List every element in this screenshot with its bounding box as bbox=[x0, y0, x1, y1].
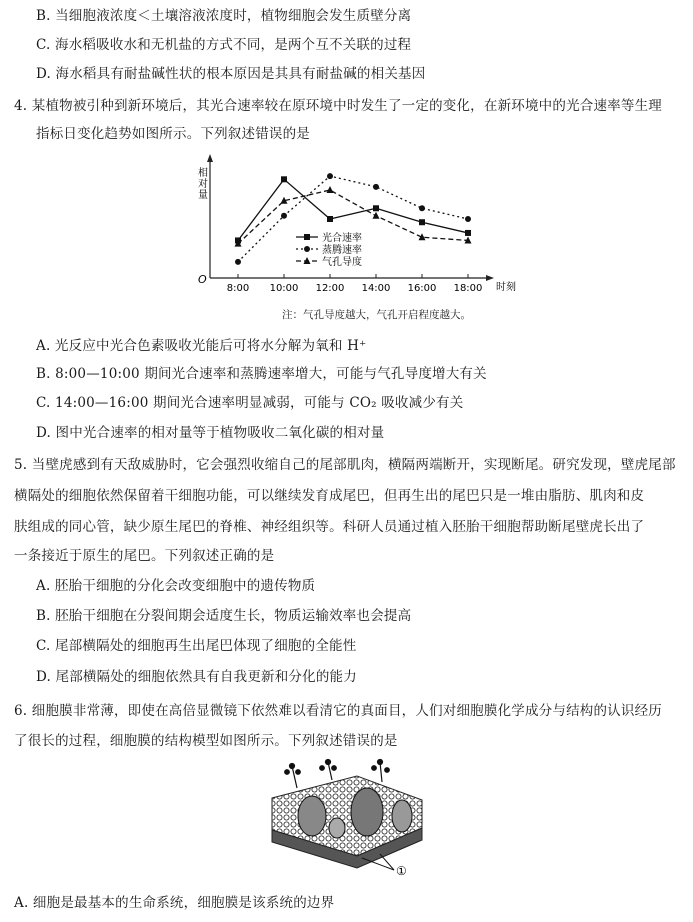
q5-option-b: B. 胚胎干细胞在分裂间期会适度生长，物质运输效率也会提高 bbox=[36, 608, 412, 624]
series-1-point bbox=[235, 259, 241, 265]
q6-option-a: A. 细胞是最基本的生命系统，细胞膜是该系统的边界 bbox=[14, 895, 335, 911]
q5-stem-line4: 一条接近于原生的尾巴。下列叙述正确的是 bbox=[14, 548, 275, 564]
y-axis-label-char: 相 bbox=[198, 168, 208, 179]
legend-label: 光合速率 bbox=[322, 233, 362, 244]
q4-option-b: B. 8:00—10:00 期间光合速率和蒸腾速率增大，可能与气孔导度增大有关 bbox=[36, 366, 487, 382]
x-tick-label: 14:00 bbox=[361, 283, 391, 294]
series-0-point bbox=[281, 176, 287, 182]
q4-option-d: D. 图中光合速率的相对量等于植物吸收二氧化碳的相对量 bbox=[36, 425, 385, 441]
y-axis-label-char: 量 bbox=[198, 190, 208, 201]
series-2-point bbox=[327, 186, 334, 193]
q5-option-a: A. 胚胎干细胞的分化会改变细胞中的遗传物质 bbox=[36, 578, 316, 594]
series-line-0 bbox=[238, 179, 468, 240]
x-tick-label: 16:00 bbox=[407, 283, 437, 294]
photosynthesis-chart bbox=[190, 150, 520, 305]
cell-membrane-model-image bbox=[262, 758, 432, 880]
x-axis-arrow bbox=[486, 275, 494, 281]
protein-icon bbox=[329, 818, 345, 838]
q3-option-d: D. 海水稻具有耐盐碱性状的根本原因是其具有耐盐碱的相关基因 bbox=[36, 66, 426, 82]
label-1: ① bbox=[396, 864, 407, 878]
series-1-point bbox=[373, 184, 379, 190]
q3-option-c: C. 海水稻吸收水和无机盐的方式不同，是两个互不关联的过程 bbox=[36, 37, 412, 53]
q3-option-b: B. 当细胞液浓度＜土壤溶液浓度时，植物细胞会发生质壁分离 bbox=[36, 8, 412, 24]
series-1-point bbox=[281, 213, 287, 219]
series-1-point bbox=[419, 205, 425, 211]
legend-marker bbox=[304, 234, 310, 240]
q5-stem-line1: 5. 当壁虎感到有天敌威胁时，它会强烈收缩自己的尾部肌肉，横隔两端断开，实现断尾。研究发现，壁虎尾部 bbox=[14, 457, 676, 473]
q6-stem-line1: 6. 细胞膜非常薄，即使在高倍显微镜下依然难以看清它的真面目，人们对细胞膜化学成分与结构的认识经历 bbox=[14, 703, 662, 719]
series-1-point bbox=[465, 216, 471, 222]
q6-stem-line2: 了很长的过程，细胞膜的结构模型如图所示。下列叙述错误的是 bbox=[14, 733, 398, 749]
y-axis-label bbox=[198, 166, 208, 201]
x-tick-label: 8:00 bbox=[226, 283, 250, 294]
q4-stem-line1: 4. 某植物被引种到新环境后，其光合速率较在原环境中时发生了一定的变化，在新环境中的光合速率等生理 bbox=[14, 98, 662, 114]
series-1-point bbox=[327, 173, 333, 179]
series-0-point bbox=[327, 216, 333, 222]
series-2-point bbox=[373, 212, 380, 219]
x-tick-label: 12:00 bbox=[315, 283, 345, 294]
y-axis-arrow bbox=[207, 154, 213, 162]
protein-icon bbox=[392, 800, 412, 832]
origin-label: O bbox=[198, 273, 207, 286]
q5-option-d: D. 尾部横隔处的细胞依然具有自我更新和分化的能力 bbox=[36, 669, 357, 685]
series-0-point bbox=[419, 219, 425, 225]
series-0-point bbox=[373, 205, 379, 211]
y-axis-label-char: 对 bbox=[198, 179, 208, 190]
q4-option-c: C. 14:00—16:00 期间光合速率明显减弱，可能与 CO₂ 吸收减少有关 bbox=[36, 395, 464, 411]
x-tick-label: 10:00 bbox=[269, 283, 299, 294]
q5-stem-line3: 肤组成的同心管，缺少原生尾巴的脊椎、神经组织等。科研人员通过植入胚胎干细胞帮助断尾壁虎长出了 bbox=[14, 519, 645, 535]
protein-icon bbox=[351, 788, 383, 836]
q4-stem-line2: 指标日变化趋势如图所示。下列叙述错误的是 bbox=[36, 126, 310, 142]
series-0-point bbox=[465, 230, 471, 236]
protein-icon bbox=[298, 796, 326, 836]
q5-option-c: C. 尾部横隔处的细胞再生出尾巴体现了细胞的全能性 bbox=[36, 638, 357, 654]
legend-label: 气孔导度 bbox=[322, 257, 362, 268]
q4-option-a: A. 光反应中光合色素吸收光能后可将水分解为氧和 H⁺ bbox=[36, 338, 367, 354]
legend-marker bbox=[304, 246, 310, 252]
x-tick-label: 18:00 bbox=[453, 283, 483, 294]
q5-stem-line2: 横隔处的细胞依然保留着干细胞功能，可以继续发育成尾巴，但再生出的尾巴只是一堆由脂肪、肌肉和皮 bbox=[14, 488, 645, 504]
x-axis-label: 时刻 bbox=[496, 282, 516, 293]
legend-label: 蒸腾速率 bbox=[322, 245, 362, 256]
chart-note: 注：气孔导度越大，气孔开启程度越大。 bbox=[282, 309, 471, 321]
